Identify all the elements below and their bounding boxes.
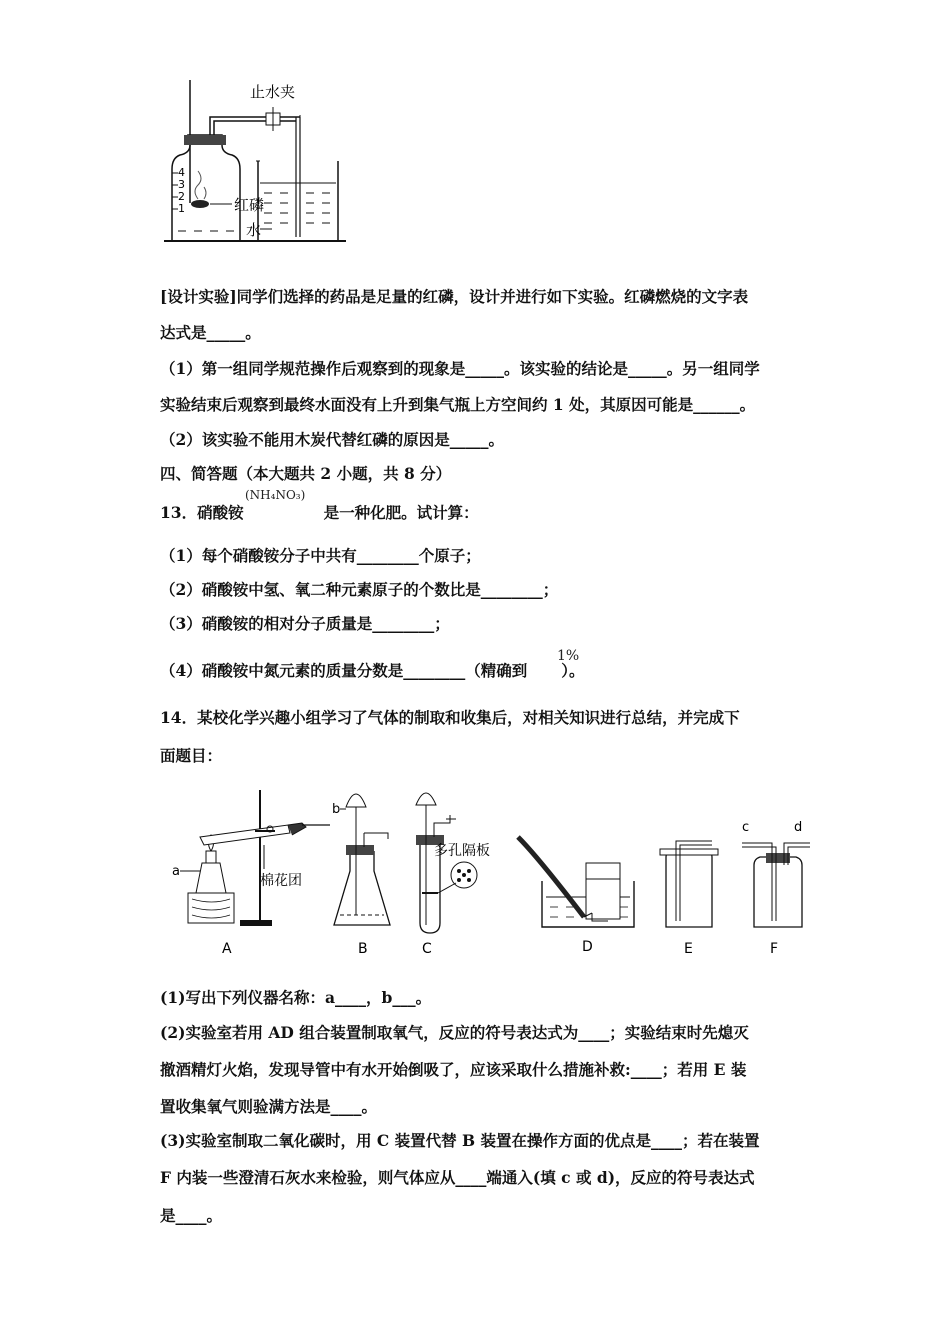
caption-d: D xyxy=(582,939,593,955)
part-3-line-2: F 内装一些澄清石灰水来检验，则气体应从____端通入(填 c 或 d)，反应的符号表达式 xyxy=(160,1168,755,1187)
apparatus-d xyxy=(518,837,634,927)
part-2-line-2: 撤酒精灯火焰，发现导管中有水开始倒吸了，应该采取什么措施补救:____；若用 E 装 xyxy=(160,1060,747,1079)
q13-part-4-prefix: （4）硝酸铵中氮元素的质量分数是________（精确到 xyxy=(160,661,528,680)
q13-part-1: （1）每个硝酸铵分子中共有________个原子； xyxy=(160,546,481,565)
part-2-line-3: 置收集氧气则验满方法是____。 xyxy=(160,1097,378,1116)
q1-line-2: 实验结束后观察到最终水面没有上升到集气瓶上方空间约 1 处，其原因可能是______。 xyxy=(160,395,756,414)
porous-plate-label: 多孔隔板 xyxy=(434,843,490,859)
part-3-line-3: 是____。 xyxy=(160,1206,223,1225)
q2-line: （2）该实验不能用木炭代替红磷的原因是_____。 xyxy=(160,430,505,449)
figure-phosphorus-apparatus xyxy=(160,75,360,250)
q13-line xyxy=(160,503,479,523)
q13-part-3: （3）硝酸铵的相对分子质量是________； xyxy=(160,614,450,633)
caption-f: F xyxy=(770,941,779,957)
apparatus-c xyxy=(416,793,490,933)
nh4no3-formula: (NH₄NO₃) xyxy=(245,488,306,502)
q13-part-4-suffix: ）。 xyxy=(561,661,585,680)
precision-percent: 1% xyxy=(557,648,580,664)
q13-part-4 xyxy=(160,661,585,681)
q14-line-1: 14．某校化学兴趣小组学习了气体的制取和收集后，对相关知识进行总结，并完成下 xyxy=(160,708,740,727)
section-4-heading: 四、简答题（本大题共 2 小题，共 8 分） xyxy=(160,464,452,483)
water-label: 水 xyxy=(246,221,262,239)
q1-line-1: （1）第一组同学规范操作后观察到的现象是_____。该实验的结论是_____。另一组同学 xyxy=(160,359,760,378)
q13-part-2: （2）硝酸铵中氢、氧二种元素原子的个数比是________； xyxy=(160,580,559,599)
q13-suffix: 是一种化肥。试计算： xyxy=(323,503,479,522)
caption-b: B xyxy=(358,941,368,957)
scale-mark-1: 1 xyxy=(178,202,185,215)
scale-mark-4: 4 xyxy=(178,166,185,179)
label-a: a xyxy=(172,864,180,879)
design-line-2: 达式是_____。 xyxy=(160,323,261,342)
clamp-label: 止水夹 xyxy=(250,83,296,101)
phosphorus-label: 红磷 xyxy=(234,196,265,214)
caption-a: A xyxy=(222,941,232,957)
part-1-line: (1)写出下列仪器名称：a____，b___。 xyxy=(160,988,432,1007)
part-2-line-1: (2)实验室若用 AD 组合装置制取氧气，反应的符号表达式为____；实验结束时先熄灭 xyxy=(160,1023,749,1042)
q13-prefix: 13．硝酸铵 xyxy=(160,503,244,522)
apparatus-b xyxy=(332,794,390,925)
apparatus-f xyxy=(742,820,810,927)
apparatus-a xyxy=(172,790,330,926)
part-3-line-1: (3)实验室制取二氧化碳时，用 C 装置代替 B 装置在操作方面的优点是____；若在装置 xyxy=(160,1131,760,1150)
caption-e: E xyxy=(684,941,693,957)
figure-gas-apparatus xyxy=(160,785,820,965)
design-line-1: [设计实验]同学们选择的药品是足量的红磷，设计并进行如下实验。红磷燃烧的文字表 xyxy=(160,287,749,306)
label-b: b xyxy=(332,802,341,817)
q14-line-2: 面题目： xyxy=(160,746,223,765)
apparatus-e xyxy=(660,841,718,927)
caption-c: C xyxy=(422,941,432,957)
scale-mark-3: 3 xyxy=(178,178,185,191)
label-c: c xyxy=(742,820,750,835)
cotton-label: 棉花团 xyxy=(260,873,302,889)
label-d: d xyxy=(794,820,803,835)
scale-mark-2: 2 xyxy=(178,190,185,203)
